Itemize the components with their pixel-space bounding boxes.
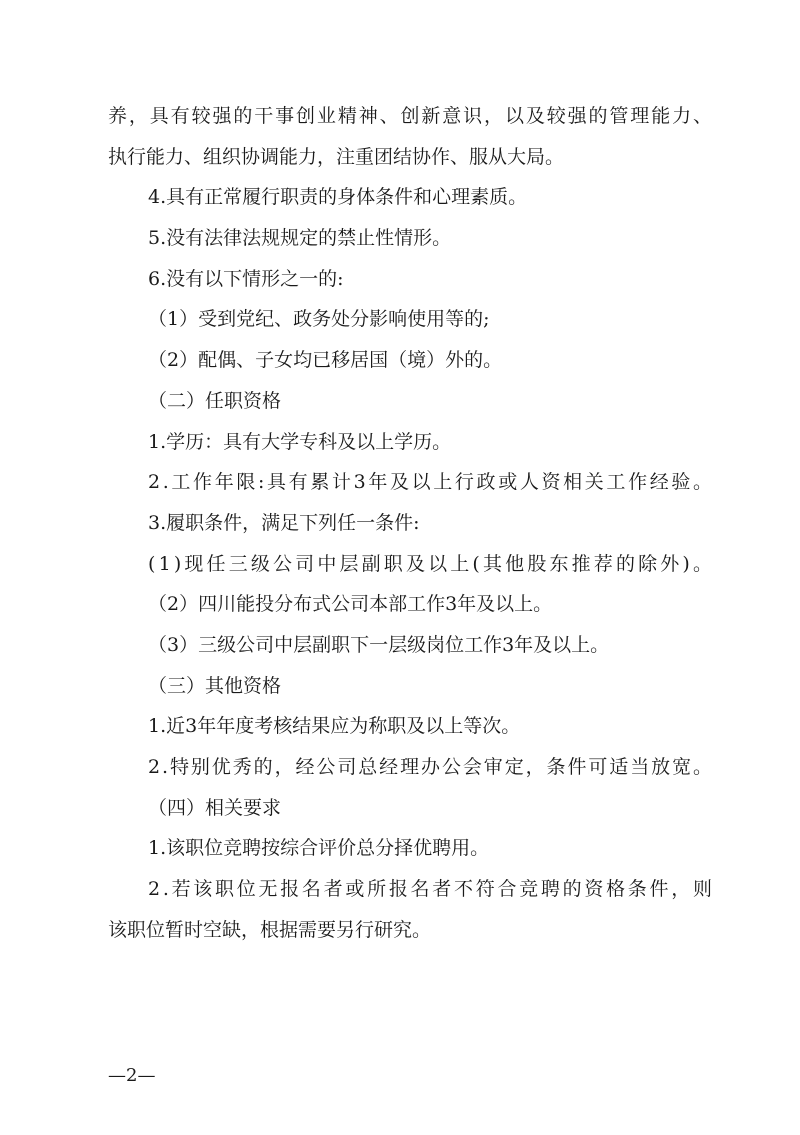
text-line: 1.近3年年度考核结果应为称职及以上等次。 — [148, 715, 521, 738]
text-line: 养，具有较强的干事创业精神、创新意识，以及较强的管理能力、 — [108, 105, 714, 127]
text-line: （3）三级公司中层副职下一层级岗位工作3年及以上。 — [148, 633, 610, 656]
text-line: 1.学历：具有大学专科及以上学历。 — [148, 430, 452, 453]
text-line: 1.该职位竞聘按综合评价总分择优聘用。 — [148, 837, 490, 860]
text-line: 3.履职条件，满足下列任一条件: — [148, 511, 420, 534]
text-line: 6.没有以下情形之一的: — [148, 267, 344, 290]
text-line: 4.具有正常履行职责的身体条件和心理素质。 — [148, 186, 528, 209]
text-line: 执行能力、组织协调能力，注重团结协作、服从大局。 — [108, 145, 565, 168]
text-line: 2.若该职位无报名者或所报名者不符合竞聘的资格条件，则 — [148, 878, 715, 901]
section-heading: （三）其他资格 — [148, 674, 282, 697]
text-line: 5.没有法律法规规定的禁止性情形。 — [148, 227, 452, 250]
text-line: 该职位暂时空缺，根据需要另行研究。 — [108, 918, 432, 941]
section-heading: （四）相关要求 — [148, 796, 282, 819]
text-line: （1）受到党纪、政务处分影响使用等的; — [148, 308, 490, 331]
text-line: (1)现任三级公司中层副职及以上(其他股东推荐的除外)。 — [148, 552, 716, 575]
text-line: （2）配偶、子女均已移居国（境）外的。 — [148, 349, 503, 372]
text-line: （2）四川能投分布式公司本部工作3年及以上。 — [148, 593, 553, 616]
text-line: 2.工作年限:具有累计3年及以上行政或人资相关工作经验。 — [148, 471, 715, 494]
body-text — [0, 96, 800, 950]
text-line: 2.特别优秀的，经公司总经理办公会审定，条件可适当放宽。 — [148, 756, 714, 778]
page-number: —2— — [108, 1065, 156, 1086]
section-heading: （二）任职资格 — [148, 389, 282, 412]
